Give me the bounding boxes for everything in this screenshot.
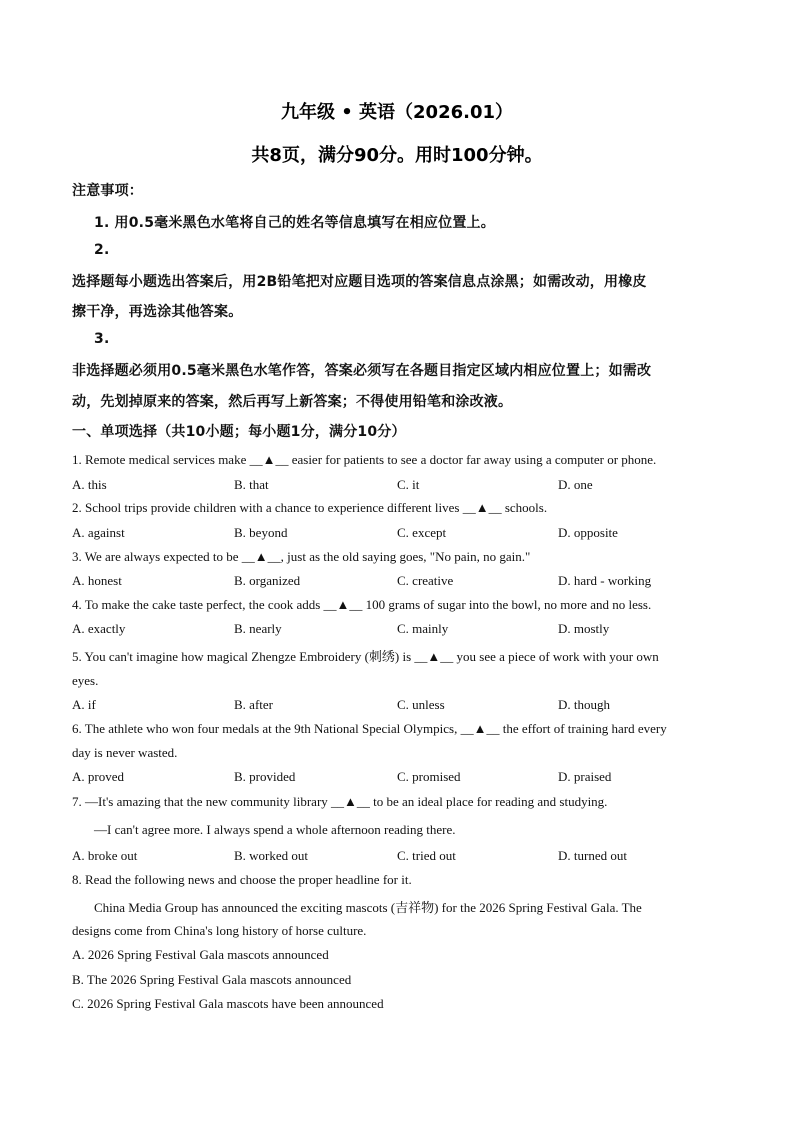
page-subtitle: 共8页，满分90分。用时100分钟。 <box>251 145 543 166</box>
question-6-option-a: A. proved <box>72 769 124 784</box>
note-item-2-number: 2. <box>94 242 110 258</box>
question-8-option-c: C. 2026 Spring Festival Gala mascots have been announced <box>72 996 384 1011</box>
note-item-2-line-2: 擦干净，再选涂其他答案。 <box>72 304 243 320</box>
question-7-option-d: D. turned out <box>558 848 627 863</box>
page-title: 九年级 • 英语（2026.01） <box>280 102 514 123</box>
question-2-option-b: B. beyond <box>234 525 288 540</box>
note-item-2-line-1: 选择题每小题选出答案后，用2B铅笔把对应题目选项的答案信息点涂黑；如需改动，用橡皮 <box>72 274 647 290</box>
section-heading: 一、单项选择（共10小题；每小题1分，满分10分） <box>72 424 406 440</box>
note-item-3-line-1: 非选择题必须用0.5毫米黑色水笔作答，答案必须写在各题目指定区域内相应位置上；如需改 <box>72 363 652 379</box>
question-5-stem-line-2: eyes. <box>72 673 99 688</box>
question-6-stem-line-1: 6. The athlete who won four medals at the 9th National Special Olympics, __▲__ the effort of training hard every <box>72 721 667 736</box>
question-6-stem-line-2: day is never wasted. <box>72 745 178 760</box>
question-2-option-c: C. except <box>397 525 447 540</box>
note-item-3-line-2: 动，先划掉原来的答案，然后再写上新答案；不得使用铅笔和涂改液。 <box>72 394 513 410</box>
question-5-option-a: A. if <box>72 697 96 712</box>
question-5-option-c: C. unless <box>397 697 445 712</box>
question-3-option-a: A. honest <box>72 573 122 588</box>
question-1-option-b: B. that <box>234 477 269 492</box>
note-item-1: 1. 用0.5毫米黑色水笔将自己的姓名等信息填写在相应位置上。 <box>94 215 495 231</box>
question-8-passage-line-1: China Media Group has announced the exciting mascots (吉祥物) for the 2026 Spring Festival Gala. The <box>94 900 642 915</box>
question-7-option-b: B. worked out <box>234 848 309 863</box>
question-6-option-c: C. promised <box>397 769 461 784</box>
question-5-option-d: D. though <box>558 697 610 712</box>
question-1-option-a: A. this <box>72 477 107 492</box>
question-2-option-d: D. opposite <box>558 525 618 540</box>
question-3-stem: 3. We are always expected to be __▲__, just as the old saying goes, "No pain, no gain." <box>72 549 531 564</box>
question-5-stem-line-1: 5. You can't imagine how magical Zhengze Embroidery (刺绣) is __▲__ you see a piece of work with your own <box>72 649 659 664</box>
question-6-option-b: B. provided <box>234 769 296 784</box>
question-4-option-c: C. mainly <box>397 621 449 636</box>
question-1-stem: 1. Remote medical services make __▲__ easier for patients to see a doctor far away using a computer or phone. <box>72 452 657 467</box>
question-8-option-b: B. The 2026 Spring Festival Gala mascots announced <box>72 972 352 987</box>
question-2-stem: 2. School trips provide children with a chance to experience different lives __▲__ schools. <box>72 500 548 515</box>
question-8-passage-line-2: designs come from China's long history of horse culture. <box>72 923 367 938</box>
question-8-option-a: A. 2026 Spring Festival Gala mascots announced <box>72 947 329 962</box>
question-7-stem-line-2: —I can't agree more. I always spend a whole afternoon reading there. <box>94 822 456 837</box>
question-4-option-b: B. nearly <box>234 621 282 636</box>
question-3-option-d: D. hard - working <box>558 573 652 588</box>
question-5-option-b: B. after <box>234 697 273 712</box>
question-4-option-a: A. exactly <box>72 621 126 636</box>
question-3-option-b: B. organized <box>234 573 301 588</box>
question-1-option-c: C. it <box>397 477 420 492</box>
question-7-option-c: C. tried out <box>397 848 456 863</box>
question-2-option-a: A. against <box>72 525 125 540</box>
note-item-3-number: 3. <box>94 331 110 347</box>
question-3-option-c: C. creative <box>397 573 454 588</box>
question-1-option-d: D. one <box>558 477 593 492</box>
question-7-option-a: A. broke out <box>72 848 138 863</box>
question-4-option-d: D. mostly <box>558 621 610 636</box>
question-7-stem-line-1: 7. —It's amazing that the new community library __▲__ to be an ideal place for reading and studying. <box>72 794 608 809</box>
notes-heading: 注意事项： <box>72 183 143 199</box>
question-8-stem: 8. Read the following news and choose the proper headline for it. <box>72 872 412 887</box>
question-4-stem: 4. To make the cake taste perfect, the cook adds __▲__ 100 grams of sugar into the bowl, no more and no less. <box>72 597 652 612</box>
question-6-option-d: D. praised <box>558 769 612 784</box>
